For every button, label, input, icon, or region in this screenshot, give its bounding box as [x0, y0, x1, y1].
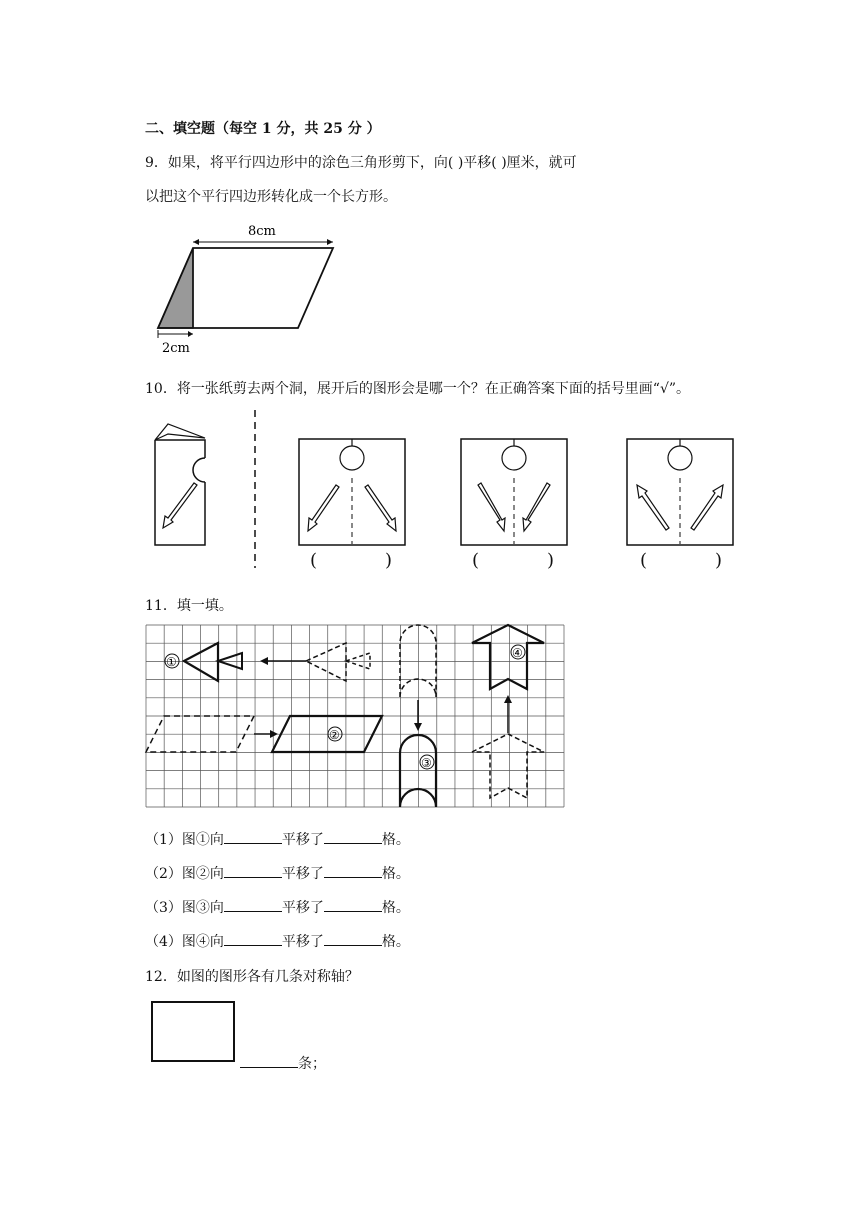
q11-grid-figure: [146, 625, 566, 810]
q10-answer-c-open: (: [640, 550, 648, 571]
q10-folded-paper: [150, 420, 220, 550]
q11-label-2: ②: [329, 728, 340, 742]
q9-text-line2: 以把这个平行四边形转化成一个长方形。: [145, 189, 397, 205]
q10-option-c: [626, 438, 736, 548]
q12-rectangle-figure: [150, 1000, 240, 1066]
q11-item-1-blank-count[interactable]: [324, 830, 382, 844]
q11-item-3: （3）图③向 平移了 格。: [145, 900, 410, 916]
q11-item-3-blank-direction[interactable]: [224, 898, 282, 912]
q11-item-4-blank-count[interactable]: [324, 932, 382, 946]
q12-answer-blank[interactable]: [240, 1054, 298, 1068]
q10-answer-b-open: (: [472, 550, 480, 571]
q11-item-4: （4）图④向 平移了 格。: [145, 934, 410, 950]
q11-item-4-blank-direction[interactable]: [224, 932, 282, 946]
q9-parallelogram-figure: [150, 220, 350, 360]
q9-text-line1: 9．如果，将平行四边形中的涂色三角形剪下，向( )平移( )厘米，就可: [145, 155, 577, 171]
q10-answer-a-open: (: [310, 550, 318, 571]
q11-item-2: （2）图②向 平移了 格。: [145, 866, 410, 882]
q11-item-2-blank-direction[interactable]: [224, 864, 282, 878]
q10-text: 10．将一张纸剪去两个洞，展开后的图形会是哪一个？在正确答案下面的括号里画“√”。: [145, 381, 691, 397]
q11-item-3-blank-count[interactable]: [324, 898, 382, 912]
q11-title: 11．填一填。: [145, 598, 233, 614]
q12-answer: 条；: [240, 1053, 326, 1073]
q11-label-4: ④: [512, 646, 523, 660]
q11-label-3: ③: [421, 756, 432, 770]
q9-bottom-label: 2cm: [162, 341, 190, 356]
q10-option-b: [460, 438, 570, 548]
section-title: 二、填空题（每空 1 分，共 25 分 ）: [145, 121, 381, 137]
q10-dashed-divider: [250, 410, 260, 570]
q10-answer-b-close: ): [547, 550, 555, 571]
q10-option-a: [298, 438, 408, 548]
q9-top-label: 8cm: [248, 224, 276, 239]
q11-item-2-blank-count[interactable]: [324, 864, 382, 878]
q10-answer-c-close: ): [715, 550, 723, 571]
q11-item-1: （1）图①向 平移了 格。: [145, 832, 410, 848]
q11-label-1: ①: [166, 655, 177, 669]
q12-title: 12．如图的图形各有几条对称轴？: [145, 969, 359, 985]
q10-answer-a-close: ): [385, 550, 393, 571]
q11-item-1-blank-direction[interactable]: [224, 830, 282, 844]
